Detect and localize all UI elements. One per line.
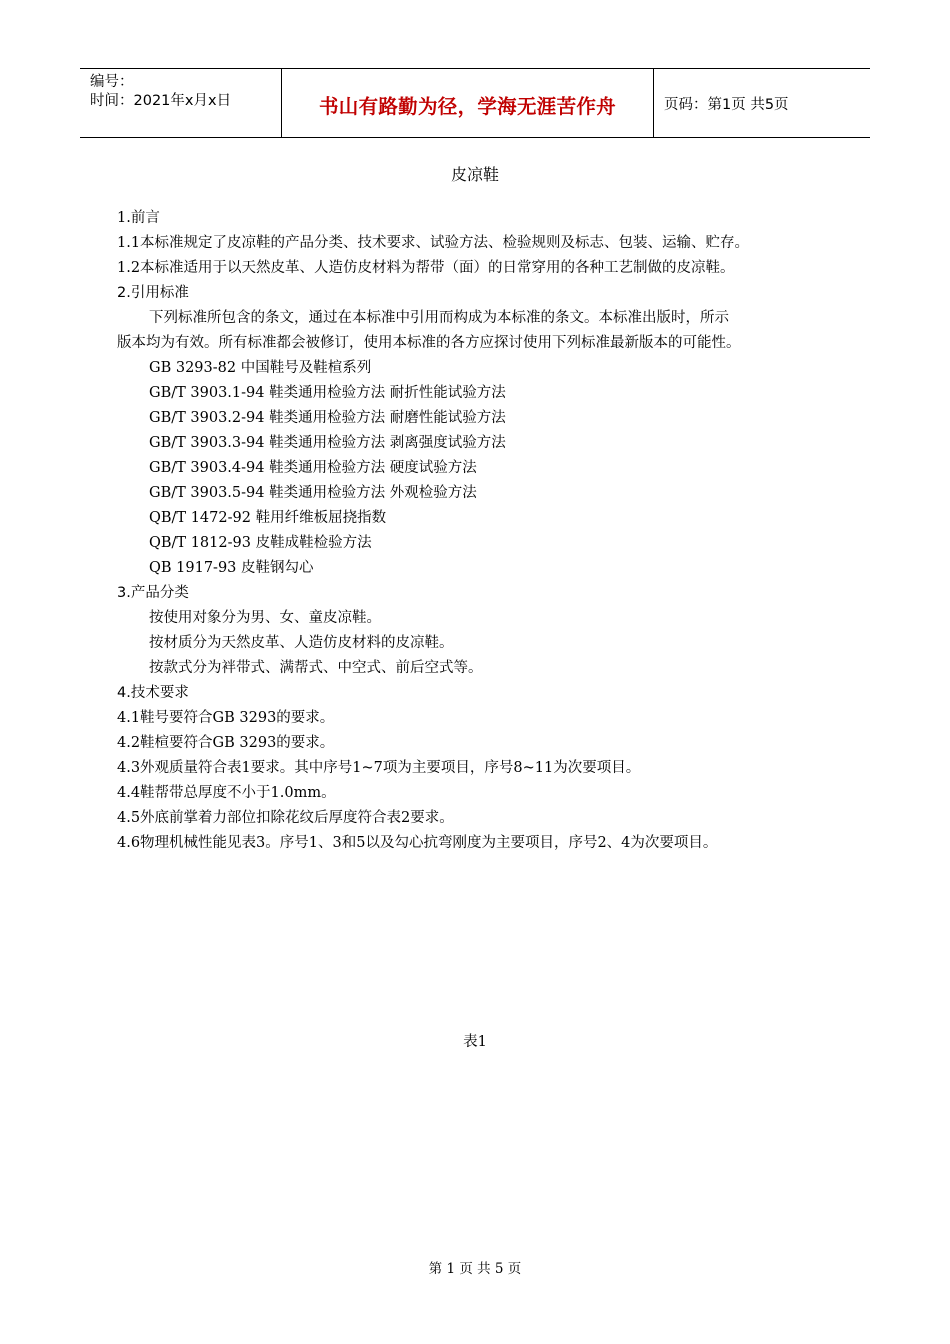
body-line: GB/T 3903.1-94 鞋类通用检验方法 耐折性能试验方法 (149, 385, 506, 401)
document-title: 皮凉鞋 (450, 165, 499, 184)
body-line: GB/T 3903.4-94 鞋类通用检验方法 硬度试验方法 (149, 460, 477, 476)
document-code-label: 编号： (90, 74, 134, 90)
body-line: QB/T 1812-93 皮鞋成鞋检验方法 (149, 535, 372, 551)
body-line: GB/T 3903.2-94 鞋类通用检验方法 耐磨性能试验方法 (149, 410, 506, 426)
body-line: 1.1本标准规定了皮凉鞋的产品分类、技术要求、试验方法、检验规则及标志、包装、运输、贮存。 (117, 235, 750, 251)
body-line: 按款式分为袢带式、满帮式、中空式、前后空式等。 (149, 660, 483, 676)
body-line: 4.3外观质量符合表1要求。其中序号1~7项为主要项目，序号8~11为次要项目。 (117, 760, 641, 776)
body-line: GB 3293-82 中国鞋号及鞋楦系列 (149, 360, 372, 376)
body-line: 按材质分为天然皮革、人造仿皮材料的皮凉鞋。 (149, 635, 454, 651)
section-heading: 2.引用标准 (117, 285, 189, 301)
page-header (80, 68, 870, 138)
body-line: 下列标准所包含的条文，通过在本标准中引用而构成为本标准的条文。本标准出版时，所示 (149, 310, 729, 326)
body-line: GB/T 3903.5-94 鞋类通用检验方法 外观检验方法 (149, 485, 477, 501)
document-body (117, 206, 857, 856)
body-line: QB 1917-93 皮鞋钢勾心 (149, 560, 314, 576)
body-line: 4.1鞋号要符合GB 3293的要求。 (117, 710, 335, 726)
body-line: 4.4鞋帮带总厚度不小于1.0mm。 (117, 785, 336, 801)
header-motto: 书山有路勤为径，学海无涯苦作舟 (282, 69, 654, 137)
body-line: QB/T 1472-92 鞋用纤维板屈挠指数 (149, 510, 387, 526)
body-line: 1.前言 (117, 210, 160, 226)
body-line: 4.6物理机械性能见表3。序号1、3和5以及勾心抗弯刚度为主要项目，序号2、4为次要项目。 (117, 835, 718, 851)
page-footer: 第 1 页 共 5 页 (428, 1261, 522, 1277)
table-caption: 表1 (463, 1034, 487, 1050)
body-line: 按使用对象分为男、女、童皮凉鞋。 (149, 610, 381, 626)
body-line: GB/T 3903.3-94 鞋类通用检验方法 剥离强度试验方法 (149, 435, 506, 451)
body-line: 4.2鞋楦要符合GB 3293的要求。 (117, 735, 335, 751)
body-line: 4.5外底前掌着力部位扣除花纹后厚度符合表2要求。 (117, 810, 454, 826)
header-page-info: 页码：第1页 共5页 (664, 96, 789, 113)
section-heading: 4.技术要求 (117, 685, 189, 701)
header-meta-cell (80, 69, 282, 137)
section-heading: 3.产品分类 (117, 585, 189, 601)
document-date-label: 时间：2021年x月x日 (90, 93, 232, 109)
body-line: 版本均为有效。所有标准都会被修订，使用本标准的各方应探讨使用下列标准最新版本的可能性。 (117, 335, 741, 351)
body-line: 1.2本标准适用于以天然皮革、人造仿皮材料为帮带（面）的日常穿用的各种工艺制做的皮凉鞋。 (117, 260, 735, 276)
